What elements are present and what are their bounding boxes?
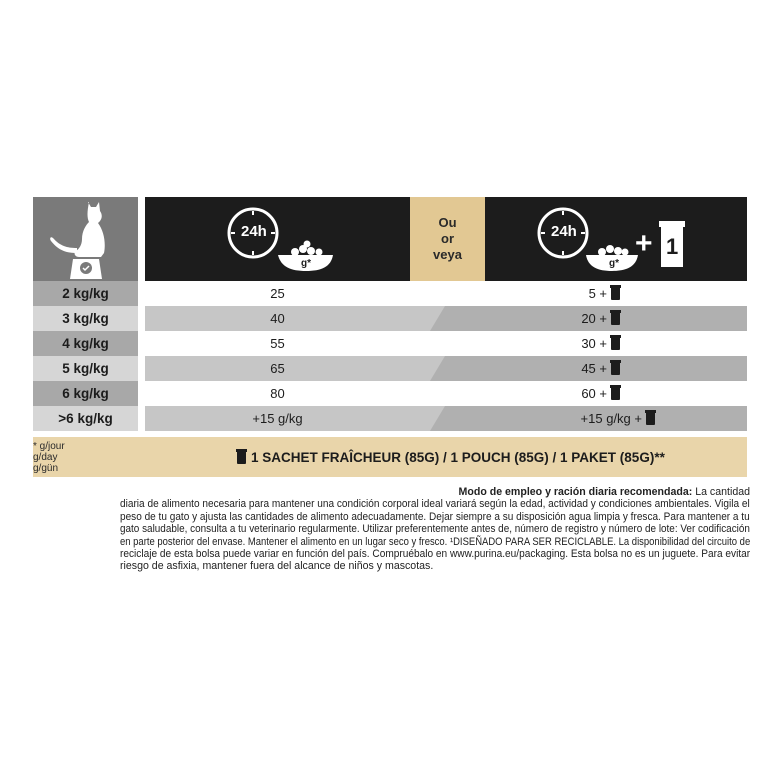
pouch-icon xyxy=(611,362,620,375)
plus-symbol: + xyxy=(635,227,653,260)
or-word-fr: Ou xyxy=(438,215,457,230)
mixed-value: 45 + xyxy=(581,361,607,376)
or-word-tr: veya xyxy=(433,247,462,262)
instructions-line: diaria de alimento necesaria para mantener una condición corporal ideal variará según la edad, actividad y condiciones ambientales. Vigila el xyxy=(120,498,750,511)
mixed-amount-3kg xyxy=(485,306,620,331)
instructions-line: peso de tu gato y ajusta las cantidades de alimento adecuadamente. Dejar siempre a su disposición agua limpia y fresca. Para mantener a tu xyxy=(120,510,750,523)
mixed-value: 30 + xyxy=(581,336,607,351)
instructions-line: en parte posterior del envase. Mantener el alimento en un lugar seco y fresco. ¹DISEÑADO PARA SER RECICLABLE. La disponibilidad del circuito de xyxy=(120,535,751,548)
unit-fr: * g/jour xyxy=(33,441,65,452)
weight-over-6kg: >6 kg/kg xyxy=(33,406,138,431)
pouch-count: 1 xyxy=(666,234,679,259)
instructions-line: gato saludable, consulta a tu veterinario regularmente. Utilizar preferentemente antes de, número de registro y número de lote: Ver codificación xyxy=(120,523,750,536)
mixed-amount-over-6kg xyxy=(485,406,655,431)
portion-label: 1 SACHET FRAÎCHEUR (85G) / 1 POUCH (85G) / 1 PAKET (85G)** xyxy=(251,450,665,465)
or-word-en: or xyxy=(441,231,454,246)
unit-en: g/day xyxy=(33,452,58,463)
mixed-amount-2kg xyxy=(485,281,620,306)
clock-bowl-icon xyxy=(145,197,410,281)
instructions-line: reciclaje de esta bolsa puede variar en función del país. Compruébalo en www.purina.eu/packaging. Esta bolsa no es un juguete. Para evitar xyxy=(120,548,751,561)
weight-5kg: 5 kg/kg xyxy=(33,356,138,381)
pouch-icon xyxy=(646,412,655,425)
cat-on-scale-icon xyxy=(33,197,138,281)
portion-text xyxy=(237,450,665,465)
instructions-heading: Modo de empleo y ración diaria recomendada: xyxy=(458,486,693,498)
mixed-value: +15 g/kg + xyxy=(580,411,642,426)
dry-amount-over-6kg: +15 g/kg xyxy=(252,411,303,426)
dry-only-header xyxy=(145,197,410,281)
mixed-amount-4kg xyxy=(485,331,620,356)
mixed-value: 20 + xyxy=(581,311,607,326)
mixed-amount-6kg xyxy=(485,381,620,406)
weight-3kg: 3 kg/kg xyxy=(33,306,138,331)
pouch-icon xyxy=(611,312,620,325)
clock-label-right: 24h xyxy=(551,223,577,240)
instructions-line-1 xyxy=(120,486,750,498)
mixed-value: 60 + xyxy=(581,386,607,401)
dry-amount-4kg: 55 xyxy=(270,336,285,351)
weight-6kg: 6 kg/kg xyxy=(33,381,138,406)
clock-label: 24h xyxy=(241,223,267,240)
gram-units xyxy=(33,441,65,474)
pouch-icon xyxy=(611,387,620,400)
unit-tr: g/gün xyxy=(33,463,59,474)
dry-amount-2kg: 25 xyxy=(270,286,285,301)
instructions-paragraph xyxy=(120,486,750,573)
pouch-icon xyxy=(237,451,246,464)
or-separator xyxy=(410,197,485,281)
weight-2kg: 2 kg/kg xyxy=(33,281,138,306)
cat-scale-panel xyxy=(33,197,138,281)
dry-amount-6kg: 80 xyxy=(270,386,285,401)
pouch-icon xyxy=(611,287,620,300)
gram-label-right: g* xyxy=(609,258,619,269)
dry-amount-3kg: 40 xyxy=(270,311,285,326)
weight-4kg: 4 kg/kg xyxy=(33,331,138,356)
mixed-value: 5 + xyxy=(588,286,607,301)
mixed-amount-5kg xyxy=(485,356,620,381)
dry-amount-5kg: 65 xyxy=(270,361,285,376)
gram-label: g* xyxy=(301,258,311,269)
mixed-feeding-header xyxy=(485,197,747,281)
instructions-line: riesgo de asfixia, mantener fuera del alcance de niños y mascotas. xyxy=(120,560,434,573)
pouch-icon xyxy=(611,337,620,350)
instructions-line1-tail: La cantidad xyxy=(692,486,750,498)
